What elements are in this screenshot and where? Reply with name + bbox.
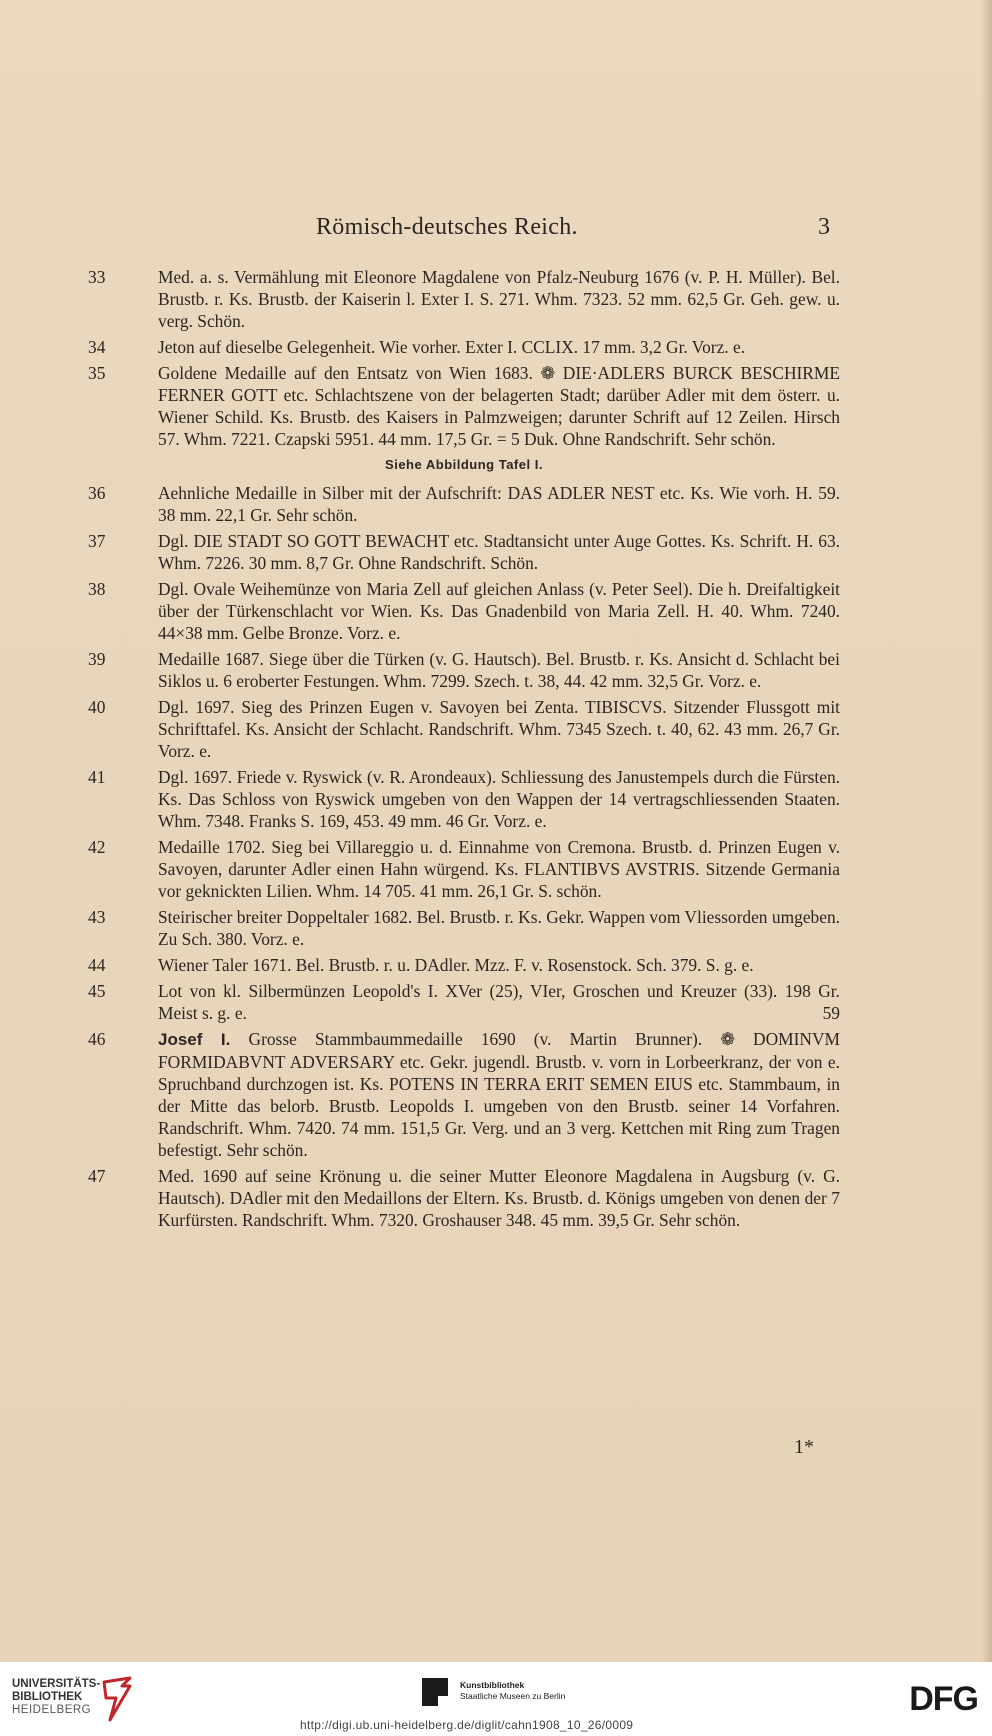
entry-text: Med. 1690 auf seine Krönung u. die seiner Mutter Eleonore Magdalena in Augsburg (v. G. Hautsch). DAdler mit den Medaillons der Eltern. Ks. Brustb. d. Königs umgeben von denen der 7 Kurfürsten. Randschrift. Whm. 7320. Groshauser 348. 45 mm. 39,5 Gr. Sehr schön. — [158, 1166, 840, 1230]
entry-text: Aehnliche Medaille in Silber mit der Aufschrift: DAS ADLER NEST etc. Ks. Wie vorh. H. 59. 38 mm. 22,1 Gr. Sehr schön. — [158, 483, 840, 525]
entry-body: Lot von kl. Silbermünzen Leopold's I. XVer (25), VIer, Groschen und Kreuzer (33). 198 Gr. Meist s. g. e. — [158, 981, 840, 1023]
kb-text — [460, 1680, 565, 1702]
entry-text: Dgl. Ovale Weihemünze von Maria Zell auf gleichen Anlass (v. Peter Seel). Die h. Dreifaltigkeit über der Türkenschlacht vor Wien. Ks. Das Gnadenbild von Maria Zell. H. 40. Whm. 7240. 44×38 mm. Gelbe Bronze. Vorz. e. — [158, 579, 840, 643]
signature-mark: 1* — [794, 1436, 814, 1458]
entry-text: Dgl. 1697. Friede v. Ryswick (v. R. Arondeaux). Schliessung des Janustempels durch die Fürsten. Ks. Das Schloss von Ryswick umgeben von den Wappen der 14 vertragschliessenden Staaten. Whm. 7348. Franks S. 169, 453. 49 mm. 46 Gr. Vorz. e. — [158, 767, 840, 831]
kb-line-2: Staatliche Museen zu Berlin — [460, 1691, 566, 1701]
entry-text — [158, 980, 840, 1024]
entry-number: 35 — [88, 363, 106, 383]
catalog-entry — [88, 336, 840, 358]
entry-number: 43 — [88, 907, 106, 927]
uni-line-1: UNIVERSITÄTS- — [12, 1678, 101, 1690]
plate-reference: Siehe Abbildung Tafel I. — [385, 457, 543, 472]
entry-text: Wiener Taler 1671. Bel. Brustb. r. u. DAdler. Mzz. F. v. Rosenstock. Sch. 379. S. g. e. — [158, 955, 754, 975]
page-number: 3 — [818, 214, 830, 240]
entry-text: Medaille 1687. Siege über die Türken (v. G. Hautsch). Bel. Brustb. r. Ks. Ansicht d. Schlacht bei Siklos u. 6 eroberter Festungen. Whm. 7299. Szech. t. 38, 44. 42 mm. 32,5 Gr. Vorz. e. — [158, 649, 840, 691]
catalog-entry — [88, 648, 840, 692]
entry-number: 40 — [88, 697, 106, 717]
entry-number: 44 — [88, 955, 106, 975]
entry-text: Med. a. s. Vermählung mit Eleonore Magdalene von Pfalz-Neuburg 1676 (v. P. H. Müller). Bel. Brustb. r. Ks. Brustb. der Kaiserin l. Exter I. S. 271. Whm. 7323. 52 mm. 62,5 Gr. Geh. gew. u. verg. Schön. — [158, 267, 840, 331]
entry-number: 47 — [88, 1166, 106, 1186]
catalog-entry — [88, 954, 840, 976]
catalog-entry — [88, 530, 840, 574]
catalog-entry — [88, 906, 840, 950]
catalog-entry — [88, 362, 840, 450]
entry-body: Grosse Stammbaummedaille 1690 (v. Martin Brunner). ❁ DOMINVM FORMIDABVNT ADVERSARY etc. Gekr. jugendl. Brustb. v. vorn in Lorbeerkranz, der von e. Spruchband durchzogen ist. Ks. POTENS IN TERRA ERIT SEMEN EIUS etc. Stammbaum, in der Mitte das belorb. Brustb. Leopolds I. umgeben von den Brustb. seiner 14 Vorfahren. Randschrift. Whm. 7420. 74 mm. 151,5 Gr. Verg. und an 3 verg. Kettchen mit Ring zum Tragen befestigt. Sehr schön. — [158, 1029, 840, 1160]
running-title: Römisch-deutsches Reich. — [316, 214, 578, 240]
catalog-entry — [88, 696, 840, 762]
entry-text: Jeton auf dieselbe Gelegenheit. Wie vorher. Exter I. CCLIX. 17 mm. 3,2 Gr. Vorz. e. — [158, 337, 746, 357]
catalog-entry — [88, 1165, 840, 1231]
entry-number: 38 — [88, 579, 106, 599]
entry-text: Medaille 1702. Sieg bei Villareggio u. d. Einnahme von Cremona. Brustb. d. Prinzen Eugen v. Savoyen, darunter Adler einen Hahn würgend. Ks. FLANTIBVS AVSTRIS. Sitzende Germania vor geknickten Lilien. Whm. 14 705. 41 mm. 26,1 Gr. S. schön. — [158, 837, 840, 901]
ruler-heading: Josef I. — [158, 1030, 231, 1049]
entry-text — [158, 1028, 840, 1161]
catalog-entry — [88, 980, 840, 1024]
entry-number: 34 — [88, 337, 106, 357]
entry-text: Dgl. DIE STADT SO GOTT BEWACHT etc. Stadtansicht unter Auge Gottes. Ks. Schrift. H. 63. Whm. 7226. 30 mm. 8,7 Gr. Ohne Randschrift. Schön. — [158, 531, 840, 573]
entry-number: 39 — [88, 649, 106, 669]
dfg-logo[interactable]: DFG — [909, 1680, 978, 1718]
kb-line-1: Kunstbibliothek — [460, 1680, 525, 1690]
kunstbibliothek-logo-icon — [422, 1678, 448, 1706]
catalog-entry — [88, 1028, 840, 1161]
uni-line-2: BIBLIOTHEK — [12, 1691, 83, 1703]
entry-text: Steirischer breiter Doppeltaler 1682. Bel. Brustb. r. Ks. Gekr. Wappen vom Vliessorden umgeben. Zu Sch. 380. Vorz. e. — [158, 907, 840, 949]
entry-number: 41 — [88, 767, 106, 787]
catalog-entry — [88, 482, 840, 526]
permalink-url[interactable]: http://digi.ub.uni-heidelberg.de/diglit/cahn1908_10_26/0009 — [300, 1718, 634, 1732]
uni-library-label[interactable] — [12, 1678, 100, 1717]
uni-line-3: HEIDELBERG — [12, 1704, 92, 1716]
entry-text: Dgl. 1697. Sieg des Prinzen Eugen v. Savoyen bei Zenta. TIBISCVS. Sitzender Flussgott mit Schrifttafel. Ks. Ansicht der Schlacht. Randschrift. Whm. 7345 Szech. t. 40, 62. 43 mm. 26,7 Gr. Vorz. e. — [158, 697, 840, 761]
page-header — [90, 214, 830, 244]
entry-number: 45 — [88, 981, 106, 1001]
catalog-entry — [88, 578, 840, 644]
viewer-footer — [0, 1662, 992, 1736]
entry-number: 36 — [88, 483, 106, 503]
entry-number: 42 — [88, 837, 106, 857]
catalog-entry — [88, 766, 840, 832]
ub-heidelberg-logo-icon[interactable] — [100, 1676, 138, 1722]
entry-number: 37 — [88, 531, 106, 551]
entry-number: 46 — [88, 1029, 106, 1049]
lot-count: 59 — [822, 1003, 840, 1023]
catalog-entry — [88, 836, 840, 902]
catalog-entries — [88, 266, 840, 1235]
entry-text: Goldene Medaille auf den Entsatz von Wien 1683. ❁ DIE·ADLERS BURCK BESCHIRME FERNER GOTT etc. Schlachtszene von der belagerten Stadt; darüber Adler mit dem österr. u. Wiener Schild. Ks. Brustb. des Kaisers in Palmzweigen; darunter Schrift auf 12 Zeilen. Hirsch 57. Whm. 7221. Czapski 5951. 44 mm. 17,5 Gr. = 5 Duk. Ohne Randschrift. Sehr schön. — [158, 363, 840, 449]
entry-number: 33 — [88, 267, 106, 287]
catalog-entry — [88, 266, 840, 332]
page-edge — [982, 0, 992, 1662]
